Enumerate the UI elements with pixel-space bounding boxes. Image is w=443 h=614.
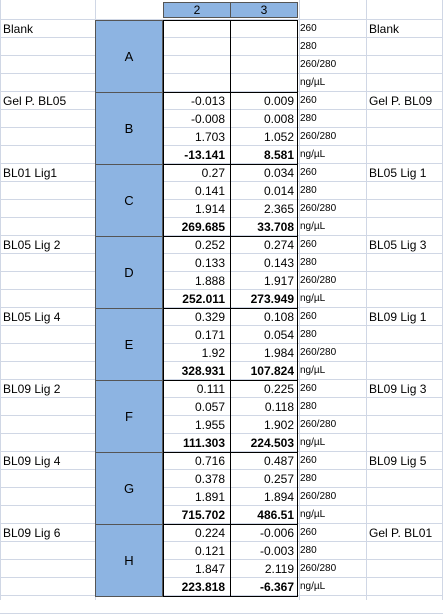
unit-label[interactable]: 260 <box>300 239 317 250</box>
value-cell-col2[interactable]: 0.121 <box>194 544 225 558</box>
value-cell-col3[interactable]: 0.143 <box>263 256 294 270</box>
unit-label[interactable]: ng/µL <box>300 293 326 304</box>
unit-label[interactable]: 280 <box>300 473 317 484</box>
unit-label[interactable]: 260 <box>300 95 317 106</box>
value-cell-col2[interactable]: 328.931 <box>181 364 225 378</box>
unit-label[interactable]: 260/280 <box>300 347 337 358</box>
value-cell-col2[interactable]: 223.818 <box>181 580 225 594</box>
value-cell-col3[interactable]: 0.108 <box>263 310 294 324</box>
unit-label[interactable]: 260/280 <box>300 419 337 430</box>
sample-name-left[interactable]: BL09 Lig 2 <box>3 382 61 396</box>
value-cell-col2[interactable]: 1.914 <box>194 202 225 216</box>
value-cell-col2[interactable]: -13.141 <box>184 148 225 162</box>
row-header-g[interactable]: G <box>95 452 163 525</box>
unit-label[interactable]: 260/280 <box>300 275 337 286</box>
value-cell-col3[interactable]: 1.894 <box>263 490 294 504</box>
value-cell-col3[interactable] <box>232 74 294 92</box>
unit-label[interactable]: ng/µL <box>300 437 326 448</box>
sample-name-right[interactable]: BL09 Lig 5 <box>369 454 427 468</box>
value-cell-col3[interactable]: 8.581 <box>263 148 294 162</box>
unit-label[interactable]: ng/µL <box>300 365 326 376</box>
value-cell-col3[interactable]: 0.009 <box>263 94 294 108</box>
sample-name-right[interactable]: Blank <box>369 22 400 36</box>
column-header-3[interactable]: 3 <box>230 2 298 18</box>
value-cell-col2[interactable]: -0.008 <box>190 112 225 126</box>
value-cell-col2[interactable]: 0.716 <box>194 454 225 468</box>
unit-label[interactable]: ng/µL <box>300 221 326 232</box>
value-cell-col2[interactable] <box>165 38 225 56</box>
value-cell-col2[interactable]: 0.057 <box>194 400 225 414</box>
row-header-e[interactable]: E <box>95 308 163 381</box>
sample-name-left[interactable]: Blank <box>3 22 34 36</box>
value-cell-col2[interactable]: 1.955 <box>194 418 225 432</box>
value-cell-col2[interactable]: 269.685 <box>181 220 225 234</box>
value-cell-col3[interactable]: -6.367 <box>259 580 294 594</box>
unit-label[interactable]: 280 <box>300 185 317 196</box>
value-cell-col2[interactable] <box>165 74 225 92</box>
value-cell-col2[interactable]: 1.92 <box>201 346 225 360</box>
sample-name-right[interactable]: BL05 Lig 1 <box>369 166 427 180</box>
unit-label[interactable]: 260 <box>300 23 317 34</box>
sample-name-right[interactable]: BL05 Lig 3 <box>369 238 427 252</box>
value-cell-col2[interactable]: 0.27 <box>201 166 225 180</box>
unit-label[interactable]: 280 <box>300 41 317 52</box>
unit-label[interactable]: 280 <box>300 113 317 124</box>
unit-label[interactable]: 260/280 <box>300 203 337 214</box>
column-header-2[interactable]: 2 <box>163 2 231 18</box>
row-header-h[interactable]: H <box>95 524 163 597</box>
column-divider <box>230 452 231 525</box>
value-cell-col3[interactable]: 1.902 <box>263 418 294 432</box>
value-cell-col3[interactable]: -0.006 <box>259 526 294 540</box>
value-cell-col3[interactable]: 486.51 <box>257 508 294 522</box>
value-cell-col3[interactable]: 1.984 <box>263 346 294 360</box>
value-cell-col3[interactable]: 224.503 <box>250 436 294 450</box>
unit-label[interactable]: 280 <box>300 257 317 268</box>
value-cell-col2[interactable]: 0.329 <box>194 310 225 324</box>
column-divider <box>230 236 231 309</box>
unit-label[interactable]: ng/µL <box>300 77 326 88</box>
unit-label[interactable]: 260/280 <box>300 131 337 142</box>
unit-label[interactable]: ng/µL <box>300 581 326 592</box>
value-cell-col3[interactable]: 0.257 <box>263 472 294 486</box>
value-cell-col3[interactable]: 0.225 <box>263 382 294 396</box>
value-cell-col3[interactable]: 0.034 <box>263 166 294 180</box>
value-cell-col3[interactable] <box>232 20 294 38</box>
unit-label[interactable]: 260/280 <box>300 59 337 70</box>
value-cell-col3[interactable]: 0.008 <box>263 112 294 126</box>
sample-name-left[interactable]: Gel P. BL05 <box>3 94 67 108</box>
value-cell-col2[interactable]: 0.252 <box>194 238 225 252</box>
value-cell-col2[interactable]: 1.847 <box>194 562 225 576</box>
value-cell-col3[interactable]: 0.054 <box>263 328 294 342</box>
row-header-f[interactable]: F <box>95 380 163 453</box>
value-cell-col2[interactable]: 1.888 <box>194 274 225 288</box>
value-cell-col3[interactable]: 0.274 <box>263 238 294 252</box>
value-cell-col3[interactable]: 2.119 <box>264 562 294 576</box>
value-cell-col3[interactable]: -0.003 <box>259 544 294 558</box>
unit-label[interactable]: 260/280 <box>300 563 337 574</box>
value-cell-col3[interactable]: 107.824 <box>250 364 294 378</box>
sample-name-left[interactable]: BL05 Lig 2 <box>3 238 61 252</box>
value-cell-col2[interactable]: -0.013 <box>190 94 225 108</box>
row-header-a[interactable]: A <box>95 20 163 93</box>
value-cell-col2[interactable]: 1.703 <box>194 130 225 144</box>
column-divider <box>230 380 231 453</box>
column-divider <box>230 92 231 165</box>
column-divider <box>230 308 231 381</box>
value-cell-col3[interactable]: 1.052 <box>263 130 294 144</box>
value-cell-col2[interactable]: 0.224 <box>194 526 225 540</box>
unit-label[interactable]: 280 <box>300 401 317 412</box>
gridline-vertical <box>366 0 367 600</box>
value-cell-col3[interactable]: 0.014 <box>263 184 294 198</box>
value-cell-col3[interactable] <box>232 38 294 56</box>
value-cell-col3[interactable]: 0.118 <box>264 400 294 414</box>
value-cell-col2[interactable]: 0.111 <box>196 382 225 396</box>
row-header-c[interactable]: C <box>95 164 163 237</box>
unit-label[interactable]: 260 <box>300 383 317 394</box>
value-cell-col3[interactable]: 33.708 <box>257 220 294 234</box>
row-header-d[interactable]: D <box>95 236 163 309</box>
column-divider <box>230 20 231 93</box>
value-cell-col3[interactable]: 2.365 <box>263 202 294 216</box>
value-cell-col2[interactable]: 0.171 <box>194 328 225 342</box>
unit-label[interactable]: 260 <box>300 455 317 466</box>
gridline-vertical <box>0 0 1 600</box>
column-divider <box>230 164 231 237</box>
unit-label[interactable]: 260 <box>300 311 317 322</box>
value-cell-col2[interactable]: 111.303 <box>182 436 225 450</box>
unit-label[interactable]: 260 <box>300 527 317 538</box>
column-divider <box>230 524 231 597</box>
sample-name-right[interactable]: Gel P. BL09 <box>369 94 433 108</box>
value-cell-col2[interactable]: 715.702 <box>181 508 225 522</box>
unit-label[interactable]: 260/280 <box>300 491 337 502</box>
value-cell-col2[interactable]: 0.141 <box>194 184 225 198</box>
value-cell-col2[interactable]: 0.378 <box>194 472 225 486</box>
unit-label[interactable]: ng/µL <box>300 509 326 520</box>
sample-name-left[interactable]: BL09 Lig 6 <box>3 526 61 540</box>
value-cell-col3[interactable]: 0.487 <box>263 454 294 468</box>
value-cell-col2[interactable]: 1.891 <box>194 490 225 504</box>
sample-name-right[interactable]: Gel P. BL01 <box>369 526 433 540</box>
value-cell-col2[interactable]: 0.133 <box>194 256 225 270</box>
row-header-b[interactable]: B <box>95 92 163 165</box>
value-cell-col2[interactable] <box>165 20 225 38</box>
unit-label[interactable]: 260 <box>300 167 317 178</box>
value-cell-col2[interactable]: 252.011 <box>182 292 225 306</box>
unit-label[interactable]: 280 <box>300 545 317 556</box>
value-cell-col2[interactable] <box>165 56 225 74</box>
sample-name-left[interactable]: BL01 Lig1 <box>3 166 58 180</box>
sample-name-left[interactable]: BL05 Lig 4 <box>3 310 61 324</box>
unit-label[interactable]: ng/µL <box>300 149 326 160</box>
value-cell-col3[interactable]: 1.917 <box>263 274 294 288</box>
sample-name-left[interactable]: BL09 Lig 4 <box>3 454 61 468</box>
value-cell-col3[interactable] <box>232 56 294 74</box>
sample-name-right[interactable]: BL09 Lig 3 <box>369 382 427 396</box>
sample-name-right[interactable]: BL09 Lig 1 <box>369 310 427 324</box>
value-cell-col3[interactable]: 273.949 <box>250 292 294 306</box>
unit-label[interactable]: 280 <box>300 329 317 340</box>
